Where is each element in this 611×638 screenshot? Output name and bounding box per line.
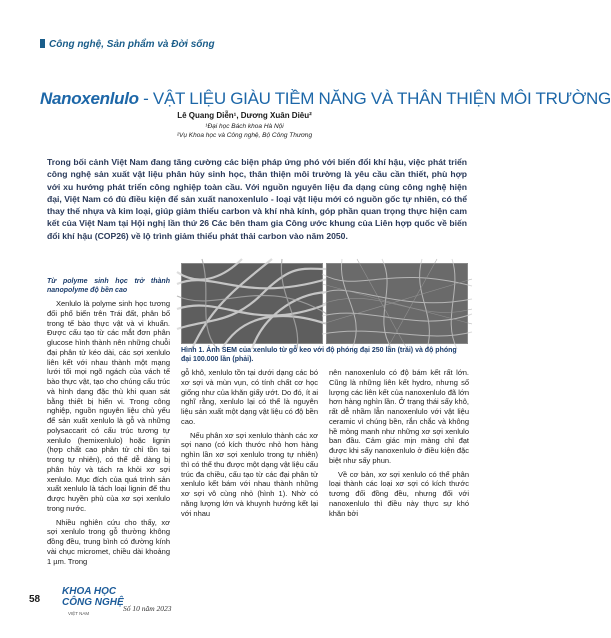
sem-image-right [326, 263, 468, 344]
title-highlight: Nanoxenlulo [40, 89, 139, 108]
paragraph: gỗ khô, xenlulo tồn tại dưới dạng các bó xơ sợi và mùn vụn, có tính chất cơ học giống như của khăn giấy ướt. Do đó, ít ai nghĩ rằng, xenlulo lại có thể là nguyên liệu sản xuất một dạng vật liệu có độ bền cao. [181, 368, 318, 426]
issue-label: Số 10 năm 2023 [123, 604, 172, 613]
title-rest: - VẬT LIỆU GIÀU TIỀM NĂNG VÀ THÂN THIỆN MÔI TRƯỜNG [138, 89, 611, 108]
section-marker [40, 39, 45, 48]
sem-image-left [181, 263, 323, 344]
subheading: Từ polyme sinh học trở thành nanopolyme độ bền cao [47, 278, 170, 294]
logo-line-2: CÔNG NGHỆ [62, 597, 124, 608]
authors: Lê Quang Diễn¹, Dương Xuân Diêu² [177, 111, 312, 120]
column-2 [181, 368, 318, 518]
paragraph: Xenlulo là polyme sinh học tương đối phổ biến trên Trái đất, phân bố trong tế bào thực vật và vi khuẩn. Được cấu tạo từ các mắt đơn phân glucose hình thành nên những chuỗi đại phân tử kéo dài, các sợi xenlulo liên kết với nhau thành một mạng lưới tối mọi ngõ ngách của vách tế bào thực vật, tạo cho chúng cấu trúc và hình dạng đặc thù khi quan sát bằng thiết bị hiển vi. Trong công nghiệp, nguồn nguyên liệu chủ yếu để sản xuất xenlulo là gỗ và những polysaccarit có cấu trúc tương tự xenlulo (hemixenlulo) hoặc lignin (hợp chất cao phân tử chỉ tồn tại trong tự nhiên), có thể dễ dàng bị phân hủy và tách ra khỏi xơ sợi xenlulo. Mục đích của quá trình sản xuất xenlulo là tách loại lignin để thu được huyền phù của xơ sợi xenlulo trong nước. [47, 299, 170, 513]
column-3 [329, 368, 469, 518]
page-number: 58 [29, 594, 41, 605]
paragraph: Nhiều nghiên cứu cho thấy, xơ sợi xenlulo trong gỗ thường không đồng đều, trung bình có đường kính vài chục micromet, chiều dài khoảng 1 µm. Trong [47, 517, 170, 566]
affiliation-1: ¹Đại học Bách khoa Hà Nội [205, 123, 284, 130]
paragraph: nên nanoxenlulo có độ bám kết rất lớn. Cũng là những liên kết hydro, nhưng số lượng các liên kết của nanoxenlulo đã lớn hơn hàng nghìn lần. Ở trạng thái sấy khô, rất dễ nhầm lẫn nanoxenlulo với vật liệu ceramic vì chúng bền, rắn chắc và không hề mỏng manh như những xơ sợi xenlulo ban đầu. Cảm giác mịn màng chỉ đạt được khi sấy nanoxenlulo ở điều kiện đặc biệt như sấy phun. [329, 368, 469, 465]
figure-1 [181, 263, 468, 344]
logo-line-1: KHOA HỌC [62, 586, 117, 597]
logo-line-3: VIỆT NAM [68, 611, 90, 616]
column-1 [47, 277, 170, 566]
article-title [40, 89, 611, 109]
paragraph: Về cơ bản, xơ sợi xenlulo có thể phân loại thành các loại xơ sợi có kích thước tương đối đồng đều, nhưng đối với nanoxenlulo thì điều này thực sự khó khăn bởi [329, 469, 469, 518]
magazine-logo [62, 586, 124, 626]
section-label [40, 39, 215, 50]
abstract: Trong bối cảnh Việt Nam đang tăng cường các biện pháp ứng phó với biến đổi khí hậu, việc phát triển công nghệ sản xuất vật liệu phân hủy sinh học, thân thiện môi trường là yêu cầu cần thiết, phù hợp với xu hướng phát triển công nghiệp toàn cầu. Với nguồn nguyên liệu đa dạng cùng công nghệ hiện đại, Việt Nam có đủ điều kiện để sản xuất nanoxenlulo - loại vật liệu mới có nguồn gốc tự nhiên, có thể thay thế nhựa và kim loại, giúp giảm thiểu carbon và khí nhà kính, góp phần quan trọng thực hiện cam kết của Việt Nam tại Hội nghị lần thứ 26 Các bên tham gia Công ước khung của Liên hợp quốc về biến đổi khí hậu (COP26) về lộ trình giảm thiểu phát thải carbon vào năm 2050. [47, 157, 467, 241]
figure-caption: Hình 1. Ảnh SEM của xenlulo từ gỗ keo với độ phóng đại 250 lần (trái) và độ phóng đại 100.000 lần (phải). [181, 347, 457, 363]
paragraph: Nếu phân xơ sợi xenlulo thành các xơ sợi nano (có kích thước nhỏ hơn hàng nghìn lần xơ sợi xenlulo trong tự nhiên) thì có thể thu được một dạng vật liệu cấu trúc đa chiều, cấu tạo từ các đại phân tử xenlulo kết bám với nhau thành những xơ sợi vô cùng nhỏ (hình 1). Nhờ có năng lượng lớn và khuynh hướng kết lại với nhau [181, 430, 318, 518]
section-label-text: Công nghệ, Sản phẩm và Đời sống [49, 39, 215, 50]
affiliation-2: ²Vụ Khoa học và Công nghệ, Bộ Công Thương [176, 132, 313, 139]
